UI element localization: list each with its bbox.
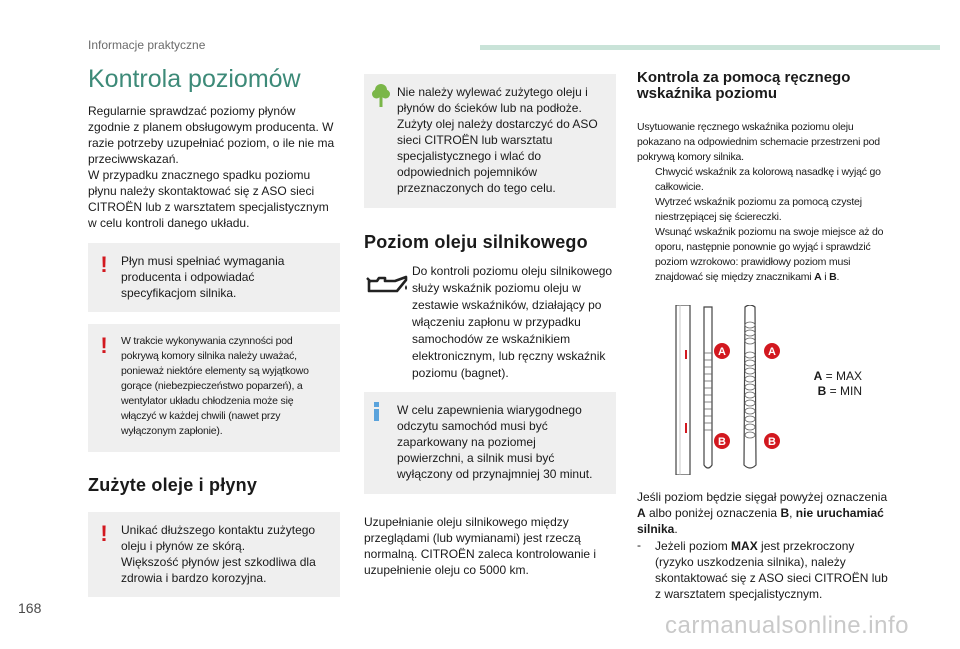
section-title-engine-oil: Poziom oleju silnikowego	[364, 232, 588, 252]
info-icon	[374, 402, 379, 421]
legend-max: A = MAX	[813, 369, 862, 383]
engine-oil-description	[364, 263, 616, 382]
warning-icon: !	[100, 521, 108, 546]
watermark: carmanualsonline.info	[665, 612, 909, 639]
info-text: W celu zapewnienia wiarygodnego odczytu samochód musi być zaparkowany na poziomej powierzchni, a silnik musi być wyłączony od przynajmniej 30 minut.	[397, 403, 593, 481]
intro-paragraph: Regularnie sprawdzać poziomy płynów zgodnie z planem obsługowym producenta. W razie potrzeby uzupełniać poziom, o ile nie ma przeciwwskazań.	[88, 104, 335, 166]
high-level-text: Jeżeli poziom MAX jest przekroczony (ryzyko uszkodzenia silnika), należy skontaktować się z ASO sieci CITROËN lub z warsztatem specjalistycznym.	[655, 539, 888, 601]
dipstick-steps	[637, 165, 895, 285]
list-item: Wsunąć wskaźnik poziomu na swoje miejsce aż do oporu, następnie ponownie go wyjąć i sprawdzić poziom wzrokowo: prawidłowy poziom musi znajdować się między znacznikami A i B.	[655, 226, 884, 283]
marker-b-label: B	[768, 436, 776, 448]
dipstick-legend	[800, 369, 862, 399]
column-2	[364, 74, 616, 578]
oil-can-icon	[366, 275, 408, 297]
warning-icon: !	[100, 252, 108, 277]
dipstick-intro: Usytuowanie ręcznego wskaźnika poziomu oleju pokazano na odpowiednim schemacie przestrzeni pod pokrywą komory silnika.	[637, 121, 880, 163]
warning-text: Płyn musi spełniać wymagania producenta i odpowiadać specyfikacjom silnika.	[121, 254, 285, 300]
section-header-bar	[480, 45, 940, 50]
dash-marker: -	[637, 538, 641, 552]
engine-oil-desc-text: Do kontroli poziomu oleju silnikowego służy wskaźnik poziomu oleju w zestawie wskaźników, działający po włączeniu zapłonu w przypadku samochodów ze wskaźnikiem elektronicznym, lub ręczny wskaźnik poziomu (bagnet).	[412, 264, 613, 380]
legend-min: B = MIN	[817, 384, 862, 398]
section-title-used-fluids: Zużyte oleje i płyny	[88, 475, 258, 495]
list-item: Wytrzeć wskaźnik poziomu za pomocą czystej niestrzępiącej się ściereczki.	[655, 196, 862, 223]
eco-note-box	[364, 74, 616, 208]
eco-note-text: Nie należy wylewać zużytego oleju i płynów do ścieków lub na podłoże. Zużyty olej należy dostarczyć do ASO sieci CITROËN lub warsztatu specjalistycznego i wlać do odpowiednich pojemników przeznaczonych do tego celu.	[397, 85, 598, 195]
warning-box-hot-engine	[88, 324, 340, 452]
warning-icon: !	[100, 333, 108, 358]
page-title: Kontrola poziomów	[88, 65, 301, 93]
result-paragraph: Jeśli poziom będzie sięgał powyżej oznaczenia A albo poniżej oznaczenia B, nie uruchamiać silnika.	[637, 490, 888, 536]
tree-icon	[372, 83, 390, 107]
list-item: Chwycić wskaźnik za kolorową nasadkę i wyjąć go całkowicie.	[655, 166, 881, 193]
warning-box-fluid-spec	[88, 243, 340, 312]
page-number: 168	[18, 600, 42, 616]
dipstick-result	[637, 489, 895, 602]
warning-text: W trakcie wykonywania czynności pod pokrywą komory silnika należy uważać, ponieważ niektóre elementy są wyjątkowo gorące (niebezpieczeństwo poparzeń), a wentylator układu chłodzenia może się włączyć w każdej chwili (nawet przy wyłączonym zapłonie).	[121, 335, 309, 437]
column-1	[88, 64, 340, 597]
marker-a-label: A	[768, 346, 776, 358]
warning-box-used-oil	[88, 512, 340, 597]
high-level-note	[637, 538, 895, 602]
intro-paragraph-2: W przypadku znacznego spadku poziomu płynu należy skontaktować się z ASO sieci CITROËN lub z warsztatem specjalistycznym w celu kontroli danego układu.	[88, 168, 329, 230]
warning-text: Unikać dłuższego kontaktu zużytego oleju i płynów ze skórą.	[121, 523, 316, 553]
warning-text: Większość płynów jest szkodliwa dla zdrowia i bardzo korozyjna.	[121, 555, 316, 585]
refill-paragraph: Uzupełnianie oleju silnikowego między przeglądami (lub wymianami) jest rzeczą normalną. CITROËN zaleca kontrolowanie i uzupełnienie oleju co 5000 km.	[364, 515, 597, 577]
marker-b-label: B	[718, 436, 726, 448]
section-title-dipstick: Kontrola za pomocą ręcznego wskaźnika poziomu	[637, 69, 851, 102]
info-box-reading	[364, 392, 616, 494]
column-3	[637, 70, 895, 285]
marker-a-label: A	[718, 346, 726, 358]
dipstick-illustration	[666, 305, 796, 475]
section-header: Informacje praktyczne	[88, 38, 206, 52]
